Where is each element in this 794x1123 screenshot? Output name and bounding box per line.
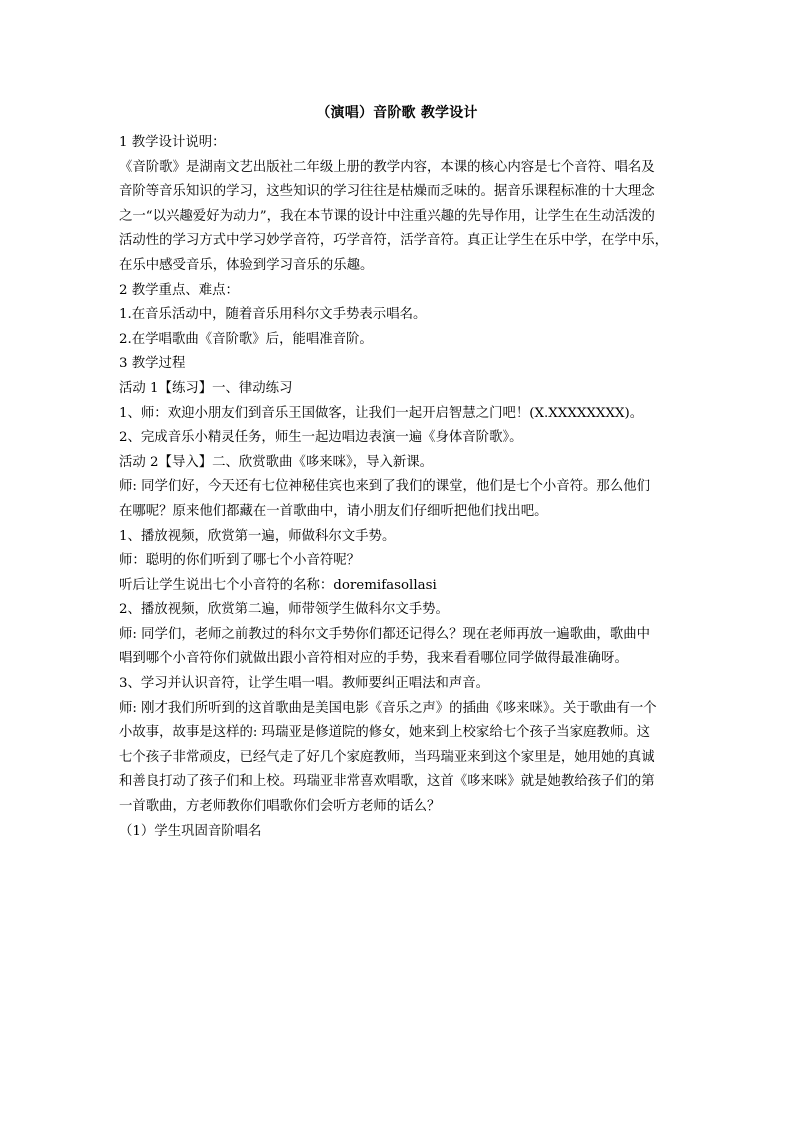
text-line: 师：聪明的你们听到了哪七个小音符呢？: [119, 553, 361, 569]
paragraph: [119, 697, 679, 820]
list-item: [119, 672, 679, 697]
paragraph-design-notes: [119, 156, 679, 279]
text-line: 3 教学过程: [119, 356, 186, 372]
text-line: 在乐中感受音乐，体验到学习音乐的乐趣。: [119, 257, 374, 273]
list-item: [119, 328, 679, 353]
paragraph: [119, 574, 679, 599]
paragraph: [119, 549, 679, 574]
text-line: 一首歌曲，方老师教你们唱歌你们会听方老师的话么？: [119, 799, 441, 815]
paragraph: [119, 623, 679, 672]
text-line: 2、播放视频，欣赏第二遍，师带领学生做科尔文手势。: [119, 602, 449, 618]
text-line: 1 教学设计说明：: [119, 135, 226, 150]
document-title: （演唱）音阶歌 教学设计: [316, 105, 478, 121]
text-line: 听后让学生说出七个小音符的名称：doremifasollasi: [119, 577, 437, 593]
text-line: 活动 2【导入】二、欣赏歌曲《哆来咪》，导入新课。: [119, 454, 434, 470]
text-line: 2.在学唱歌曲《音阶歌》后，能唱准音阶。: [119, 331, 373, 347]
document-body: [119, 131, 679, 844]
list-item: [119, 525, 679, 550]
text-line: 师: 同学们，老师之前教过的科尔文手势你们都还记得么？现在老师再放一遍歌曲，歌曲中: [119, 626, 650, 642]
text-line: 小故事，故事是这样的: 玛瑞亚是修道院的修女，她来到上校家给七个孩子当家庭教师。这: [119, 725, 650, 741]
list-item: [119, 303, 679, 328]
list-item: [119, 820, 679, 845]
paragraph: [119, 475, 679, 524]
text-line: 师: 同学们好，今天还有七位神秘佳宾也来到了我们的课堂，他们是七个小音符。那么他们: [119, 479, 650, 495]
text-line: 2、完成音乐小精灵任务，师生一起边唱边表演一遍《身体音阶歌》。: [119, 430, 523, 446]
list-item: [119, 402, 679, 427]
activity-heading: [119, 451, 679, 476]
text-line: 和善良打动了孩子们和上校。玛瑞亚非常喜欢唱歌，这首《哆来咪》就是她教给孩子们的第: [119, 774, 655, 790]
text-line: 2 教学重点、难点：: [119, 282, 239, 298]
list-item: [119, 426, 679, 451]
text-line: 1、师：欢迎小朋友们到音乐王国做客，让我们一起开启智慧之门吧！(X.XXXXXXXX)。: [119, 405, 644, 421]
text-line: 七个孩子非常顽皮，已经气走了好几个家庭教师，当玛瑞亚来到这个家里是，她用她的真诚: [119, 749, 655, 765]
section-heading-key-points: [119, 279, 679, 304]
text-line: 活动性的学习方式中学习妙学音符，巧学音符，活学音符。真正让学生在乐中学，在学中乐，: [119, 233, 669, 249]
text-line: 在哪呢？原来他们都藏在一首歌曲中，请小朋友们仔细听把他们找出吧。: [119, 503, 548, 519]
text-line: 活动 1【练习】一、律动练习: [119, 380, 293, 396]
section-heading-design-notes: [119, 131, 679, 156]
text-line: 1、播放视频，欣赏第一遍，师做科尔文手势。: [119, 528, 396, 544]
activity-heading: [119, 377, 679, 402]
text-line: 音阶等音乐知识的学习，这些知识的学习往往是枯燥而乏味的。据音乐课程标准的十大理念: [119, 184, 655, 200]
text-line: 师: 刚才我们所听到的这首歌曲是美国电影《音乐之声》的插曲《哆来咪》。关于歌曲有一个: [119, 700, 657, 716]
text-line: 3、学习并认识音符，让学生唱一唱。教师要纠正唱法和声音。: [119, 676, 490, 692]
text-line: （1）学生巩固音阶唱名: [119, 823, 262, 839]
list-item: [119, 598, 679, 623]
section-heading-process: [119, 352, 679, 377]
text-line: 《音阶歌》是湖南文艺出版社二年级上册的教学内容，本课的核心内容是七个音符、唱名及: [119, 159, 655, 175]
text-line: 唱到哪个小音符你们就做出跟小音符相对应的手势，我来看看哪位同学做得最准确呀。: [119, 651, 628, 667]
text-line: 之一“以兴趣爱好为动力”，我在本节课的设计中注重兴趣的先导作用，让学生在生动活泼的: [119, 208, 655, 224]
text-line: 1.在音乐活动中，随着音乐用科尔文手势表示唱名。: [119, 307, 427, 323]
